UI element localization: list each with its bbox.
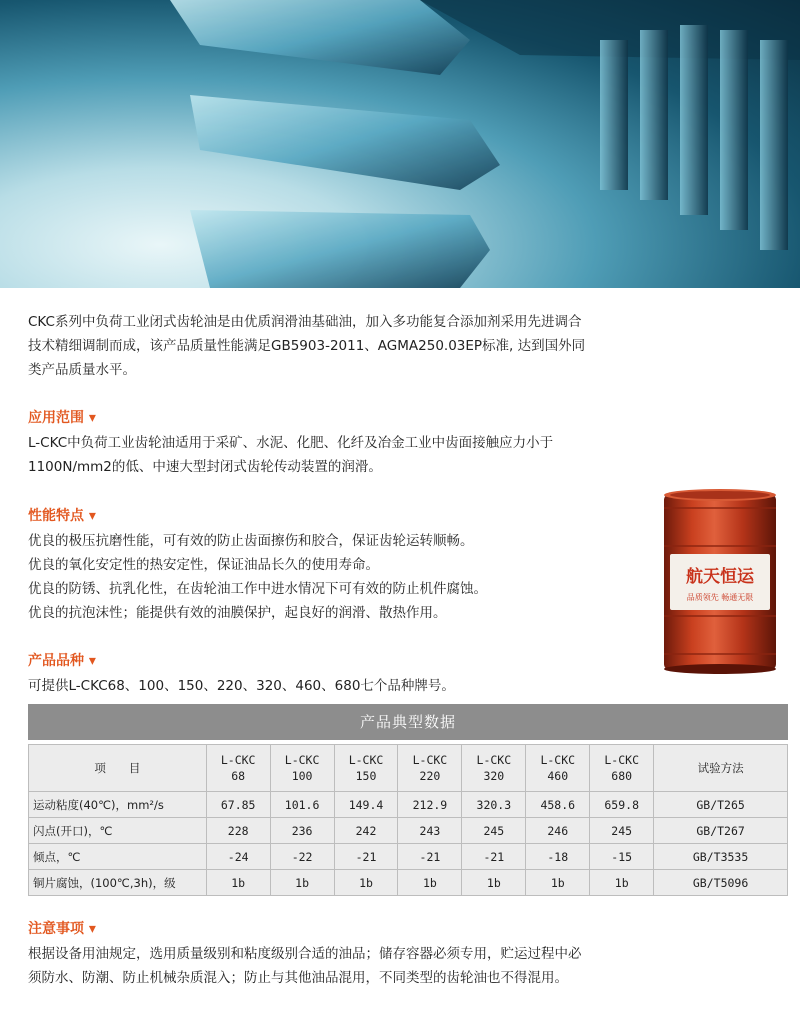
- table-cell: -24: [206, 844, 270, 870]
- table-cell: 245: [462, 818, 526, 844]
- table-cell: 242: [334, 818, 398, 844]
- table-cell: -15: [590, 844, 654, 870]
- test-method-cell: GB/T265: [654, 792, 788, 818]
- table-cell: -21: [398, 844, 462, 870]
- grade-header: L-CKC 220: [398, 745, 462, 792]
- section-title-notes: 注意事项 ▾: [28, 921, 96, 937]
- table-cell: -22: [270, 844, 334, 870]
- product-intro: CKC系列中负荷工业闭式齿轮油是由优质润滑油基础油，加入多功能复合添加剂采用先进调合技术精细调制而成，该产品质量性能满足GB5903-2011、AGMA250.03EP标准, 达到国外同类产品质量水平。: [28, 314, 586, 378]
- table-cell: -21: [334, 844, 398, 870]
- grade-header: L-CKC 460: [526, 745, 590, 792]
- table-cell: 149.4: [334, 792, 398, 818]
- typical-data-table: [28, 744, 788, 896]
- section-body-application: L-CKC中负荷工业齿轮油适用于采矿、水泥、化肥、化纤及冶金工业中齿面接触应力小于1100N/mm2的低、中速大型封闭式齿轮传动装置的润滑。: [28, 435, 554, 475]
- grade-header: L-CKC 320: [462, 745, 526, 792]
- row-label: 铜片腐蚀，(100℃,3h)，级: [29, 870, 207, 896]
- table-cell: 228: [206, 818, 270, 844]
- row-label: 闪点(开口)，℃: [29, 818, 207, 844]
- grade-header: L-CKC 150: [334, 745, 398, 792]
- table-cell: 659.8: [590, 792, 654, 818]
- table-cell: 101.6: [270, 792, 334, 818]
- table-cell: -21: [462, 844, 526, 870]
- feature-item: 优良的氧化安定性的热安定性，保证油品长久的使用寿命。: [28, 557, 379, 573]
- section-title-application: 应用范围 ▾: [28, 410, 96, 426]
- table-cell: 1b: [590, 870, 654, 896]
- row-label: 运动粘度(40℃)，mm²/s: [29, 792, 207, 818]
- table-cell: 236: [270, 818, 334, 844]
- section-body-notes: 根据设备用油规定，选用质量级别和粘度级别合适的油品；储存容器必须专用，贮运过程中必须防水、防潮、防止机械杂质混入；防止与其他油品混用，不同类型的齿轮油也不得混用。: [28, 946, 582, 986]
- row-label: 倾点，℃: [29, 844, 207, 870]
- table-cell: 1b: [526, 870, 590, 896]
- table-cell: 1b: [398, 870, 462, 896]
- feature-item: 优良的抗泡沫性；能提供有效的油膜保护，起良好的润滑、散热作用。: [28, 605, 447, 621]
- table-header-row: [29, 745, 788, 792]
- table-title: 产品典型数据: [28, 704, 788, 740]
- test-method-cell: GB/T5096: [654, 870, 788, 896]
- table-row: [29, 792, 788, 818]
- section-body-grades: 可提供L-CKC68、100、150、220、320、460、680七个品种牌号。: [28, 678, 455, 694]
- test-method-cell: GB/T3535: [654, 844, 788, 870]
- oil-barrel-image: [660, 486, 780, 676]
- table-cell: 320.3: [462, 792, 526, 818]
- barrel-brand-text: 航天恒运: [686, 567, 754, 587]
- table-cell: 245: [590, 818, 654, 844]
- section-body-features: [28, 529, 598, 625]
- table-cell: 458.6: [526, 792, 590, 818]
- section-title-grades: 产品品种 ▾: [28, 653, 96, 669]
- feature-item: 优良的极压抗磨性能，可有效的防止齿面擦伤和胶合，保证齿轮运转顺畅。: [28, 533, 474, 549]
- table-row: [29, 818, 788, 844]
- grade-header: L-CKC 68: [206, 745, 270, 792]
- item-header: 项 目: [29, 745, 207, 792]
- feature-item: 优良的防锈、抗乳化性，在齿轮油工作中进水情况下可有效的防止机件腐蚀。: [28, 581, 487, 597]
- barrel-slogan-text: 品质领先 畅通无限: [686, 593, 754, 602]
- table-cell: 1b: [334, 870, 398, 896]
- grade-header: L-CKC 100: [270, 745, 334, 792]
- method-header: 试验方法: [654, 745, 788, 792]
- table-cell: 67.85: [206, 792, 270, 818]
- table-cell: 1b: [462, 870, 526, 896]
- table-row: [29, 844, 788, 870]
- test-method-cell: GB/T267: [654, 818, 788, 844]
- section-title-features: 性能特点 ▾: [28, 508, 96, 524]
- table-cell: 243: [398, 818, 462, 844]
- table-row: [29, 870, 788, 896]
- table-cell: 212.9: [398, 792, 462, 818]
- hero-banner-gear-image: [0, 0, 800, 288]
- grade-header: L-CKC 680: [590, 745, 654, 792]
- table-cell: 246: [526, 818, 590, 844]
- table-cell: 1b: [270, 870, 334, 896]
- table-cell: -18: [526, 844, 590, 870]
- table-cell: 1b: [206, 870, 270, 896]
- gear-illustration: [0, 0, 800, 288]
